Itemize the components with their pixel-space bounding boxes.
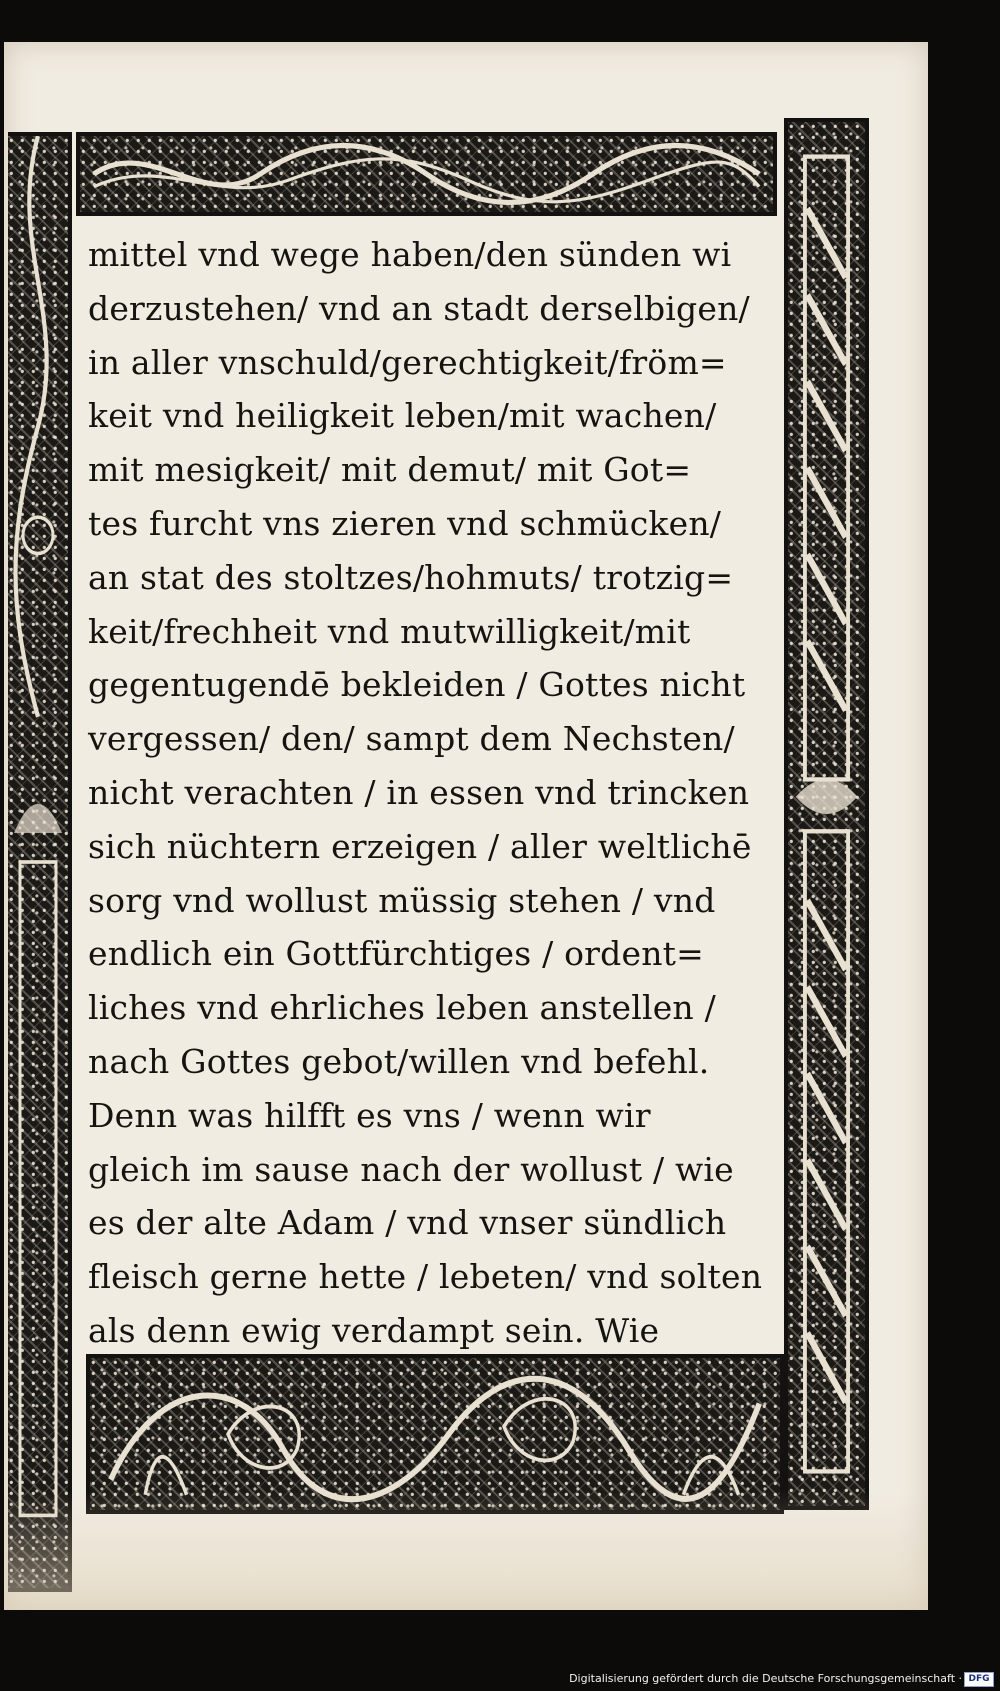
text-line: endlich ein Gottfürchtiges / ordent= (88, 934, 704, 974)
dfg-logo: DFG (964, 1672, 994, 1687)
text-line: vergessen/ den/ sampt dem Nechsten/ (88, 719, 735, 759)
text-line: nicht verachten / in essen vnd trincken (88, 772, 750, 812)
text-line: liches vnd ehrliches leben anstellen / (88, 988, 716, 1028)
text-line: derzustehen/ vnd an stadt derselbigen/ (88, 288, 750, 328)
text-line: als denn ewig verdampt sein. Wie (88, 1310, 660, 1350)
ornamental-bottom-border (86, 1354, 784, 1514)
ornamental-left-column (8, 132, 72, 1592)
text-line: gleich im sause nach der wollust / wie (88, 1149, 734, 1189)
text-line: sorg vnd wollust müssig stehen / vnd (88, 880, 716, 920)
ornamental-right-column (784, 118, 869, 1510)
text-line: in aller vnschuld/gerechtigkeit/fröm= (88, 342, 727, 382)
text-line: es der alte Adam / vnd vnser sündlich (88, 1203, 727, 1243)
text-line: sich nüchtern erzeigen / aller weltlichē (88, 826, 752, 866)
text-line: Denn was hilfft es vns / wenn wir (88, 1095, 651, 1135)
book-page (4, 42, 928, 1610)
text-line: an stat des stoltzes/hohmuts/ trotzig= (88, 557, 734, 597)
text-line: mit mesigkeit/ mit demut/ mit Got= (88, 450, 692, 490)
text-line: nach Gottes gebot/willen vnd befehl. (88, 1041, 710, 1081)
text-line: keit/frechheit vnd mutwilligkeit/mit (88, 611, 691, 651)
text-line: tes furcht vns zieren vnd schmücken/ (88, 503, 722, 543)
funding-credit: Digitalisierung gefördert durch die Deutsche Forschungsgemeinschaft · (569, 1672, 962, 1685)
text-line: gegentugendē bekleiden / Gottes nicht (88, 665, 746, 705)
text-line: keit vnd heiligkeit leben/mit wachen/ (88, 396, 717, 436)
ornamental-top-border (76, 132, 777, 216)
text-line: mittel vnd wege haben/den sünden wi (88, 235, 732, 274)
text-line: fleisch gerne hette / lebeten/ vnd solten (88, 1257, 763, 1297)
body-text (88, 228, 780, 1358)
